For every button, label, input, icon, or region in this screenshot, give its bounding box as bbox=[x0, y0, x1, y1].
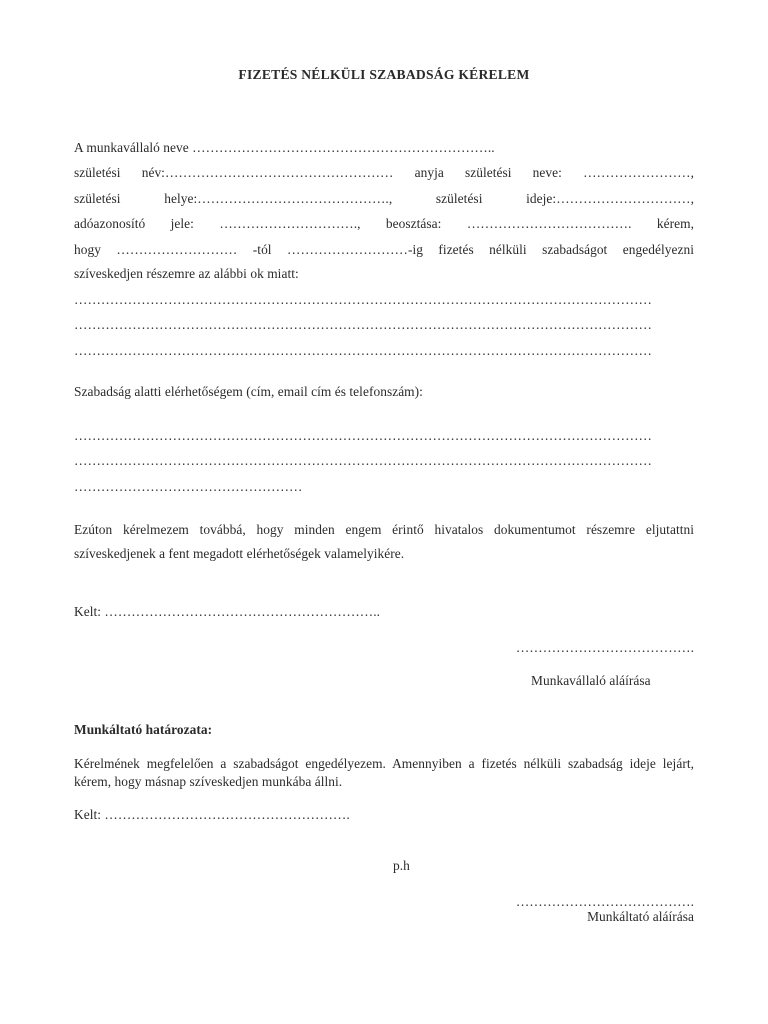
birth-place-line: születési helye:……………………………………., születési ideje:…………………………, bbox=[74, 191, 694, 206]
notice-paragraph: Ezúton kérelmezem továbbá, hogy minden engem érintő hivatalos dokumentumot részemre eljutattni szíveskedjenek a fent megadott elérhetőségek valamelyikére. bbox=[74, 522, 694, 561]
contact-blank-line: ………………………………………………………………………………………………………………… bbox=[74, 428, 652, 443]
birth-name-line: születési név:…………………………………………… anyja születési neve: ……………………, bbox=[74, 165, 694, 180]
reason-label: szíveskedjen részemre az alábbi ok miatt: bbox=[74, 266, 299, 281]
kelt-line: Kelt: …………………………………………………….. bbox=[74, 604, 381, 619]
decision-paragraph: Kérelmének megfelelően a szabadságot engedélyezem. Amennyiben a fizetés nélküli szabadság ideje lejárt, kérem, hogy másnap szíveskedjen munkába állni. bbox=[74, 756, 694, 789]
stamp-place-label: p.h bbox=[393, 858, 410, 873]
date-range-line: hogy ……………………… -tól ………………………-ig fizetés nélküli szabadságot engedélyezni bbox=[74, 242, 694, 257]
reason-blank-line: ………………………………………………………………………………………………………………… bbox=[74, 292, 652, 307]
employee-name-line: A munkavállaló neve ………………………………………………………….. bbox=[74, 140, 495, 155]
document-title: FIZETÉS NÉLKÜLI SZABADSÁG KÉRELEM bbox=[238, 67, 530, 82]
decision-heading: Munkáltató határozata: bbox=[74, 722, 213, 737]
employer-kelt-line: Kelt: ………………………………………………. bbox=[74, 807, 350, 822]
contact-blank-line: …………………………………………… bbox=[74, 479, 303, 494]
employer-signature-label: Munkáltató aláírása bbox=[587, 909, 694, 924]
employee-signature-line: …………………………………. bbox=[515, 640, 694, 655]
reason-blank-line: ………………………………………………………………………………………………………………… bbox=[74, 343, 652, 358]
employer-signature-line: …………………………………. bbox=[515, 894, 694, 909]
reason-blank-line: ………………………………………………………………………………………………………………… bbox=[74, 317, 652, 332]
tax-id-line: adóazonosító jele: …………………………., beosztása: ………………………………. kérem, bbox=[74, 216, 694, 231]
contact-label: Szabadság alatti elérhetőségem (cím, email cím és telefonszám): bbox=[74, 384, 423, 399]
contact-blank-line: ………………………………………………………………………………………………………………… bbox=[74, 453, 652, 468]
employee-signature-label: Munkavállaló aláírása bbox=[531, 673, 651, 688]
